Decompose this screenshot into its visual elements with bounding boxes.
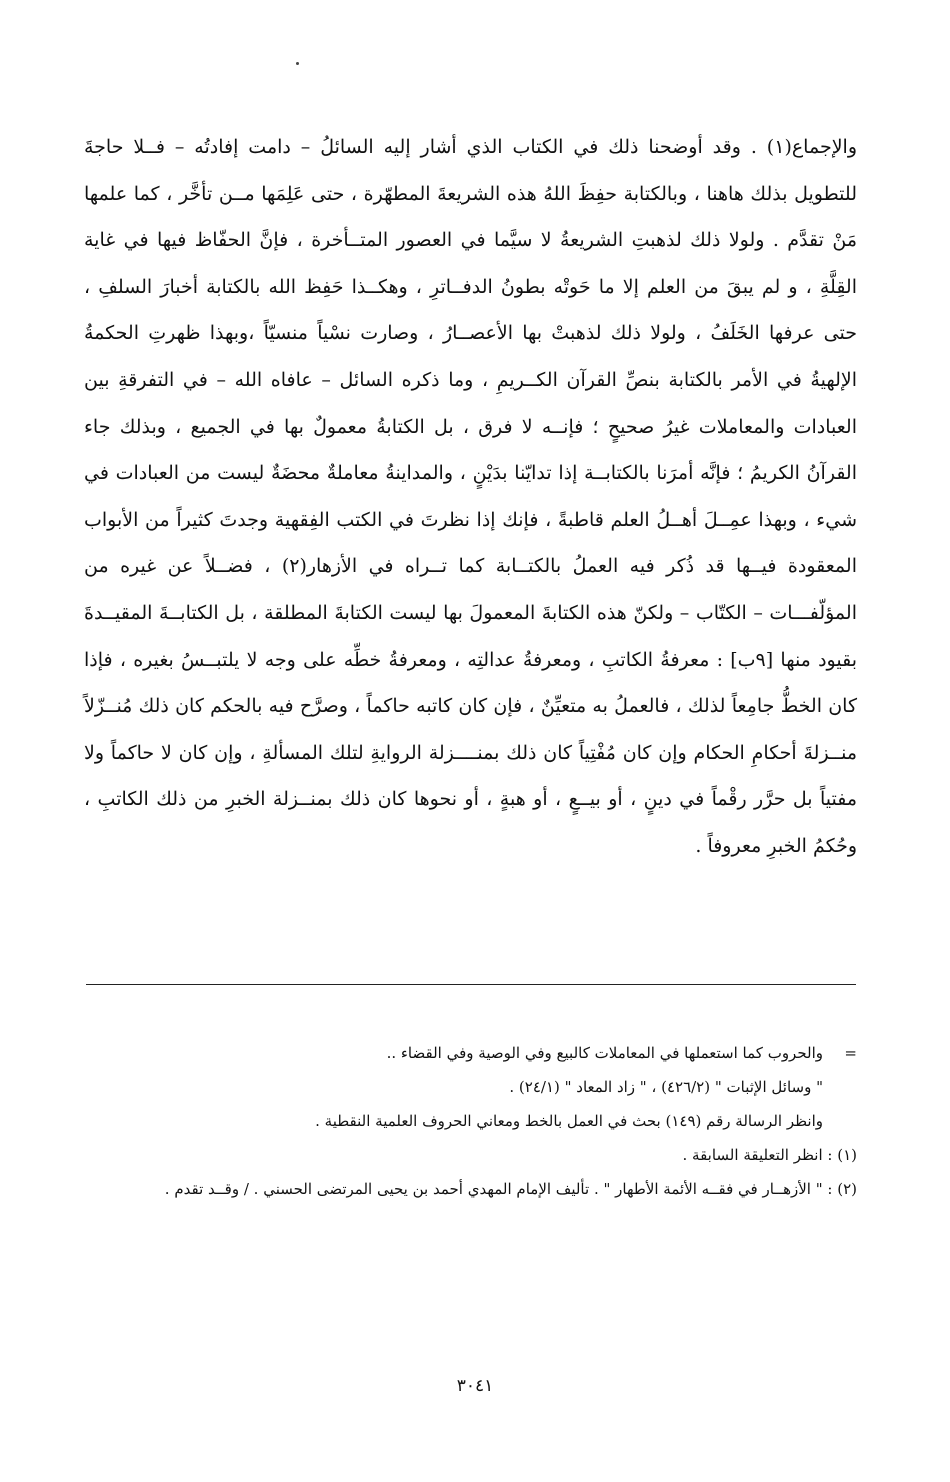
- footnote-1: (١) : انظر التعليقة السابقة .: [682, 1146, 857, 1164]
- main-text-block: [84, 124, 857, 870]
- body-paragraph: والإجماع(١) . وقد أوضحنا ذلك في الكتاب الذي أشار إليه السائلُ – دامت إفادتُه – فــلا حاجةَ للتطويل بذلك هاهنا ، وبالكتابة حفِظَ اللهُ هذه الشريعةَ المطهّرة ، حتى عَلِمَها مــن تأخَّر ، كما علمها مَنْ تقدَّم . ولولا ذلك لذهبتِ الشريعةُ لا سيَّما في العصور المتــأخرة ، فإنَّ الحفّاظ فيها في غاية القِلَّةِ ، و لم يبقَ من العلم إلا ما حَوتْه بطونُ الدفــاترِ ، وهكــذا حَفِظ الله بالكتابة أخبارَ السلفِ ، حتى عرفها الخَلَفُ ، ولولا ذلك لذهبتْ بها الأعصــارُ ، وصارت نسْياً منسيّاً ،وبهذا ظهرتِ الحكمةُ الإلهيةُ في الأمر بالكتابة بنصِّ القرآن الكــريمِ ، وما ذكره السائل – عافاه الله – في التفرقةِ بين العبادات والمعاملات غيرُ صحيحٍ ؛ فإنــه لا فرق ، بل الكتابةُ معمولٌ بها في الجميع ، وبذلك جاء القرآنُ الكريمُ ؛ فإنَّه أمرَنا بالكتابــة إذا تدايّنا بدَيْنٍ ، والمداينةُ معاملةٌ محضَةٌ ليست من العبادات في شيء ، وبهذا عمِــلَ أهــلُ العلم قاطبةً ، فإنك إذا نظرتَ في الكتب الفِقهية وجدتَ كثيراً من الأبواب المعقودة فيــها قد ذُكر فيه العملُ بالكتــابة كما تــراه في الأزهار(٢) ، فضــلاً عن غيره من المؤلّفـــات – الكتّاب – ولكنّ هذه الكتابةَ المعمولَ بها ليست الكتابةَ المطلقة ، بل الكتابــةَ المقيــدةَ بقيود منها [٩ب] : معرفةُ الكاتبِ ، ومعرفةُ عدالتِه ، ومعرفةُ خطِّه على وجه لا يلتبــسُ بغيره ، فإذا كان الخطُّ جامِعاً لذلك ، فالعملُ به متعيِّنٌ ، فإن كان كاتبه حاكماً ، وصرَّح فيه بالحكم كان ذلك مُنــزّلاً منــزلةَ أحكامِ الحكام وإن كان مُفْتِياً كان ذلك بمنــــزلة الروايةِ لتلك المسألةِ ، وإن كان لا حاكماً ولا مفتياً بل حرَّر رقْماً في دينٍ ، أو بيــعٍ ، أو هبةٍ ، أو نحوها كان ذلك بمنــزلة الخبرِ من ذلك الكاتبِ ، وحُكمُ الخبرِ معروفاً .: [84, 136, 858, 857]
- footnote-continuation-line-2: " وسائل الإثبات " (٤٢٦/٢) ، " زاد المعاد " (٢٤/١) .: [509, 1078, 823, 1096]
- continuation-marker: =: [844, 1044, 857, 1062]
- ink-dot: [296, 62, 299, 65]
- page-number: ٣٠٤١: [456, 1376, 494, 1396]
- footnote-separator: [86, 984, 856, 985]
- footnote-2: (٢) : " الأزهــار في فقــه الأئمة الأطهار " . تأليف الإمام المهدي أحمد بن يحيى المرتضى الحسني . / وقــد تقدم .: [164, 1180, 857, 1198]
- footnote-continuation-line-3: وانظر الرسالة رقم (١٤٩) بحث في العمل بالخط ومعاني الحروف العلمية النقطية .: [315, 1112, 823, 1130]
- footnote-continuation-line-1: [84, 1036, 857, 1070]
- footnotes-block: [84, 1036, 857, 1206]
- continuation-text-1: والحروب كما استعملها في المعاملات كالبيع وفي الوصية وفي القضاء ..: [386, 1044, 823, 1062]
